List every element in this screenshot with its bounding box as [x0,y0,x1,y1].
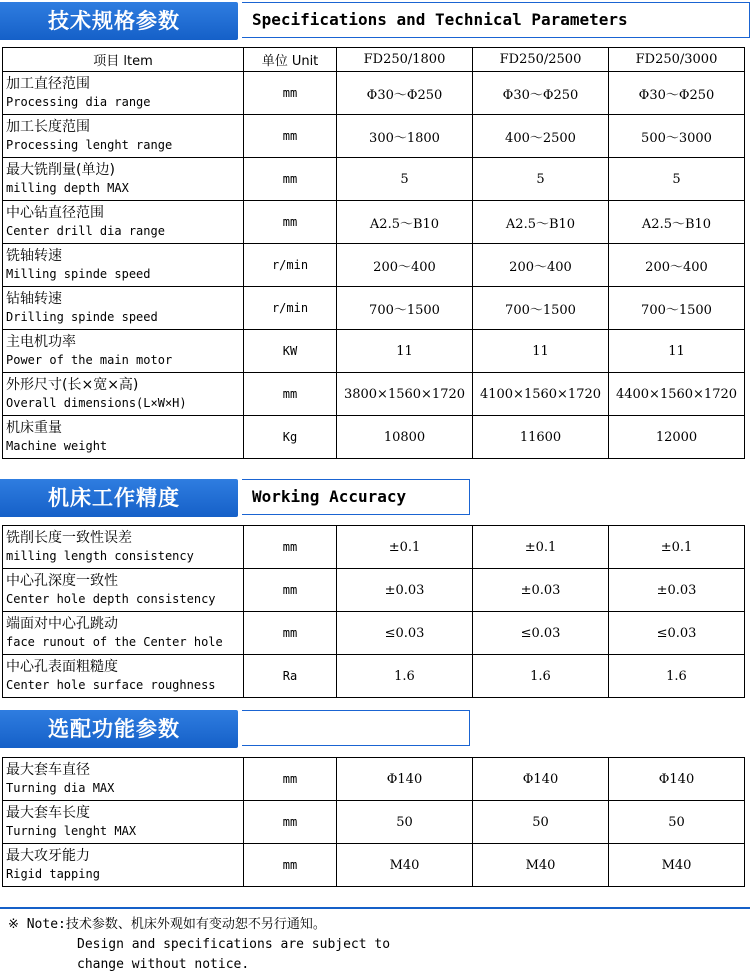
row-item-cn: 端面对中心孔跳动 [6,616,118,632]
row-value-model-3: 11 [609,330,745,373]
row-value-model-2: 700～1500 [473,287,609,330]
spec-section-title-en: Specifications and Technical Parameters [252,10,628,29]
row-value-model-2: ±0.03 [473,569,609,612]
options-section-title-box [242,710,470,746]
row-unit: mm [244,115,337,158]
row-value-model-3: 200～400 [609,244,745,287]
row-item-en: Processing lenght range [6,138,173,152]
row-value-model-2: ±0.1 [473,526,609,569]
row-item-cn: 外形尺寸(长×宽×高) [6,377,139,393]
row-value-model-2: Φ140 [473,758,609,801]
row-item-en: Processing dia range [6,95,151,109]
table-row [3,801,745,844]
row-value-model-1: 200～400 [337,244,473,287]
row-value-model-3: 700～1500 [609,287,745,330]
row-item-cell [3,115,244,158]
row-item-cn: 中心孔深度一致性 [6,573,118,589]
row-unit: KW [244,330,337,373]
row-item-cell [3,330,244,373]
row-value-model-3: Φ30～Φ250 [609,72,745,115]
row-item-cell [3,201,244,244]
row-value-model-2: 5 [473,158,609,201]
row-item-cn: 中心钻直径范围 [6,205,104,221]
row-item-en: Machine weight [6,439,108,453]
row-value-model-1: 5 [337,158,473,201]
table-row [3,526,745,569]
row-item-en: Power of the main motor [6,353,173,367]
accuracy-section-banner [0,479,470,517]
table-row [3,416,745,459]
row-item-en: Center hole surface roughness [6,678,216,692]
options-table-body [3,758,745,887]
note-line-3: change without notice. [77,957,250,972]
note-line-2: Design and specifications are subject to [77,937,391,952]
row-value-model-1: ±0.03 [337,569,473,612]
row-unit: r/min [244,287,337,330]
row-item-cell [3,373,244,416]
header-model-1: FD250/1800 [337,48,473,72]
row-value-model-1: 10800 [337,416,473,459]
row-value-model-2: 200～400 [473,244,609,287]
table-row [3,844,745,887]
row-value-model-1: 11 [337,330,473,373]
row-value-model-1: Φ30～Φ250 [337,72,473,115]
row-unit: mm [244,569,337,612]
table-row [3,244,745,287]
row-item-en: face runout of the Center hole [6,635,223,649]
row-unit: mm [244,201,337,244]
row-item-en: Rigid tapping [6,867,100,881]
row-item-en: Center drill dia range [6,224,165,238]
row-value-model-3: Φ140 [609,758,745,801]
table-row [3,72,745,115]
row-value-model-1: A2.5～B10 [337,201,473,244]
row-item-en: Drilling spinde speed [6,310,158,324]
row-value-model-3: 1.6 [609,655,745,698]
row-value-model-3: ≤0.03 [609,612,745,655]
table-row [3,655,745,698]
header-item: 项目 ltem [3,48,244,72]
spec-section-title-cn: 技术规格参数 [48,9,180,33]
accuracy-section-title-cn: 机床工作精度 [48,486,180,510]
header-model-2: FD250/2500 [473,48,609,72]
row-item-en: Overall dimensions(L×W×H) [6,396,187,410]
options-section-title-cn: 选配功能参数 [48,717,180,741]
accuracy-section-title-box [242,479,470,515]
row-value-model-3: 5 [609,158,745,201]
row-value-model-1: 300～1800 [337,115,473,158]
row-item-cell [3,801,244,844]
table-header-row [3,48,745,72]
row-item-cell [3,844,244,887]
row-item-en: milling length consistency [6,549,194,563]
row-unit: mm [244,758,337,801]
row-value-model-1: M40 [337,844,473,887]
row-item-cell [3,416,244,459]
table-row [3,569,745,612]
row-value-model-2: M40 [473,844,609,887]
row-item-cell [3,612,244,655]
table-row [3,287,745,330]
table-row [3,201,745,244]
row-item-cell [3,287,244,330]
accuracy-table-body [3,526,745,698]
row-value-model-1: Φ140 [337,758,473,801]
row-value-model-2: 400～2500 [473,115,609,158]
row-value-model-2: Φ30～Φ250 [473,72,609,115]
footnote [8,915,390,975]
row-item-cell [3,569,244,612]
row-item-cell [3,72,244,115]
spec-section-banner [0,2,750,40]
row-item-en: Milling spinde speed [6,267,151,281]
row-item-cell [3,158,244,201]
row-unit: mm [244,526,337,569]
row-value-model-2: ≤0.03 [473,612,609,655]
row-unit: Kg [244,416,337,459]
row-item-cell [3,758,244,801]
note-line-1: ※ Note:技术参数、机床外观如有变动恕不另行通知。 [8,917,326,932]
table-row [3,115,745,158]
table-row [3,330,745,373]
header-unit: 单位 Unit [244,48,337,72]
row-value-model-3: 12000 [609,416,745,459]
row-value-model-3: 50 [609,801,745,844]
row-item-cn: 最大套车长度 [6,805,90,821]
spec-table-body [3,72,745,459]
spec-table [2,47,745,459]
row-value-model-2: 4100×1560×1720 [473,373,609,416]
row-item-cn: 主电机功率 [6,334,76,350]
table-row [3,612,745,655]
row-value-model-2: A2.5～B10 [473,201,609,244]
row-item-cell [3,244,244,287]
row-value-model-3: M40 [609,844,745,887]
row-value-model-1: 700～1500 [337,287,473,330]
row-value-model-3: A2.5～B10 [609,201,745,244]
row-unit: Ra [244,655,337,698]
row-unit: mm [244,72,337,115]
table-row [3,158,745,201]
note-divider [0,907,750,909]
row-value-model-3: ±0.1 [609,526,745,569]
row-value-model-2: 11 [473,330,609,373]
row-item-cn: 中心孔表面粗糙度 [6,659,118,675]
row-value-model-2: 50 [473,801,609,844]
row-item-cell [3,655,244,698]
header-model-3: FD250/3000 [609,48,745,72]
row-item-cn: 加工直径范围 [6,76,90,92]
row-item-cn: 最大铣削量(单边) [6,162,115,178]
row-item-cn: 加工长度范围 [6,119,90,135]
row-item-en: milling depth MAX [6,181,129,195]
row-item-cn: 最大套车直径 [6,762,90,778]
table-row [3,373,745,416]
spec-section-title-box [242,2,750,38]
row-item-cn: 铣轴转速 [6,248,62,264]
row-unit: mm [244,373,337,416]
row-value-model-1: ≤0.03 [337,612,473,655]
row-item-cn: 钻轴转速 [6,291,62,307]
row-item-en: Center hole depth consistency [6,592,216,606]
row-value-model-1: 3800×1560×1720 [337,373,473,416]
accuracy-section-title-en: Working Accuracy [252,487,407,506]
row-item-en: Turning lenght MAX [6,824,137,838]
row-unit: mm [244,158,337,201]
row-value-model-3: ±0.03 [609,569,745,612]
table-row [3,758,745,801]
accuracy-table [2,525,745,698]
row-item-cn: 铣削长度一致性误差 [6,530,132,546]
row-value-model-2: 11600 [473,416,609,459]
row-value-model-2: 1.6 [473,655,609,698]
row-unit: mm [244,612,337,655]
options-section-banner [0,710,470,748]
row-value-model-1: ±0.1 [337,526,473,569]
row-item-en: Turning dia MAX [6,781,115,795]
row-value-model-3: 4400×1560×1720 [609,373,745,416]
row-value-model-1: 1.6 [337,655,473,698]
row-item-cn: 最大攻牙能力 [6,848,90,864]
row-item-cell [3,526,244,569]
row-unit: mm [244,844,337,887]
row-unit: r/min [244,244,337,287]
row-value-model-3: 500～3000 [609,115,745,158]
options-table [2,757,745,887]
row-item-cn: 机床重量 [6,420,62,436]
row-unit: mm [244,801,337,844]
row-value-model-1: 50 [337,801,473,844]
